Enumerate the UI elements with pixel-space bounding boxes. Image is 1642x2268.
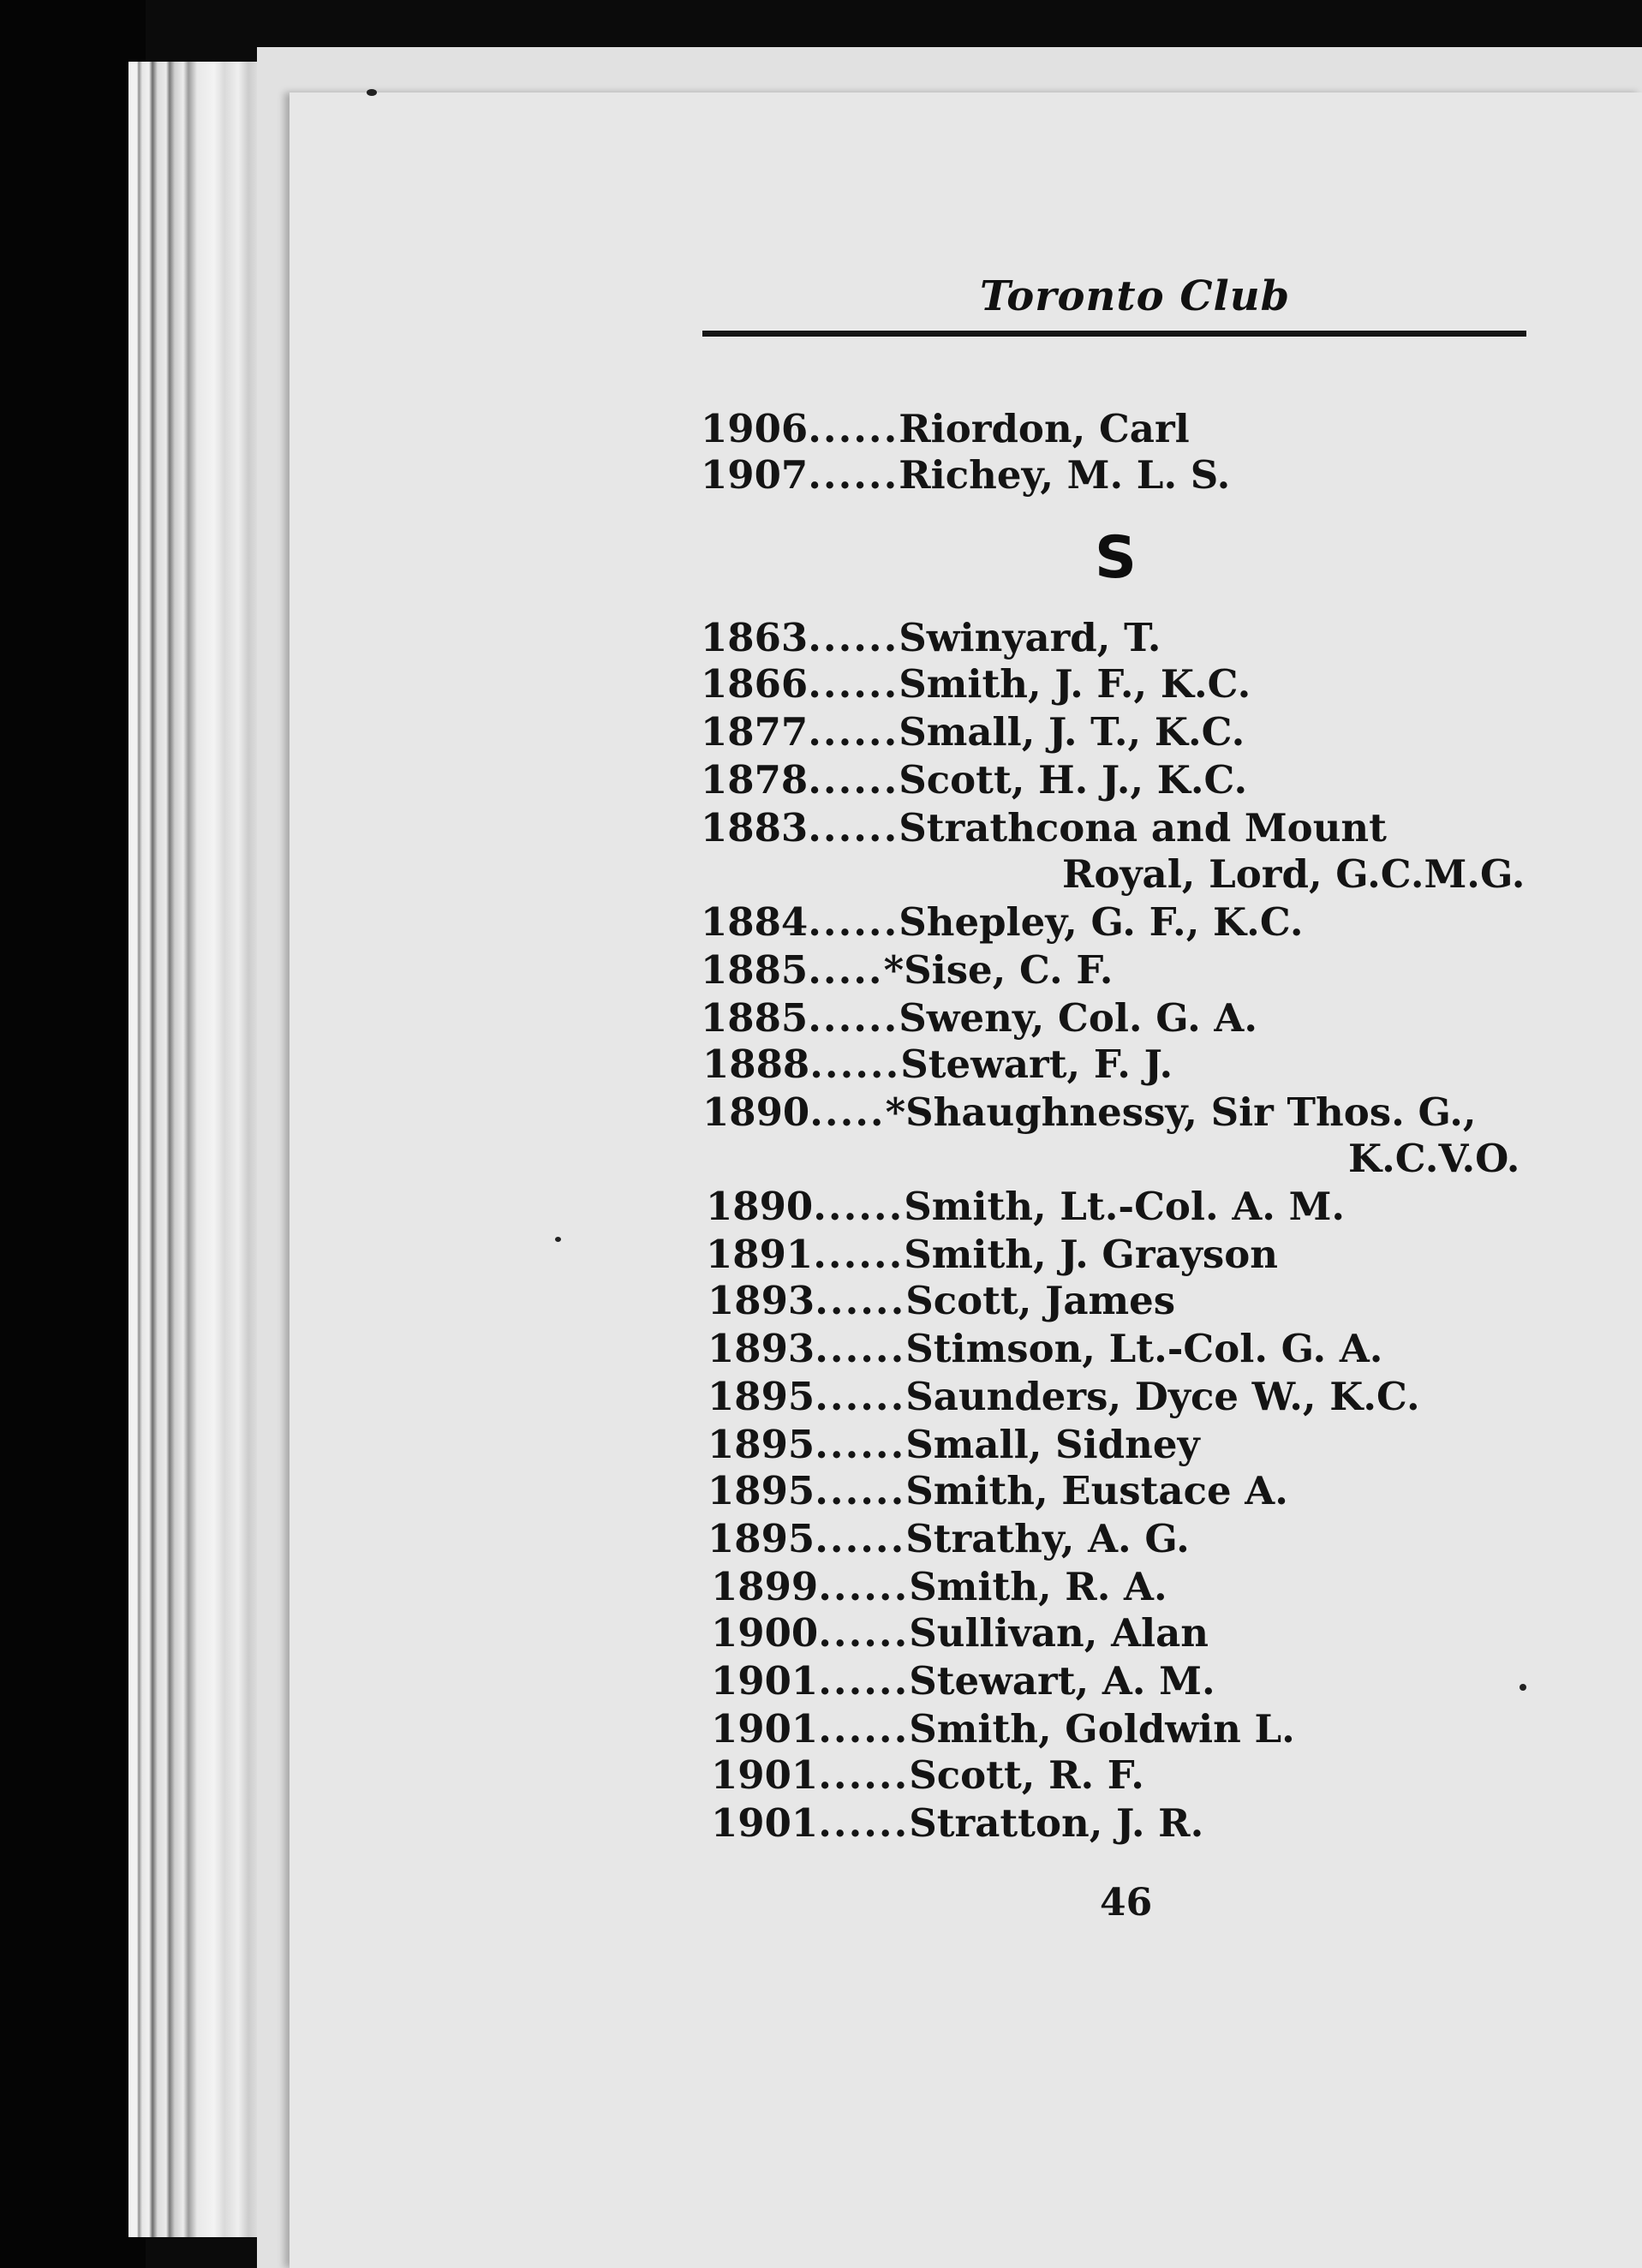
entry-year: 1906 — [701, 406, 809, 451]
entry-leader-dots: ...... — [818, 1706, 910, 1752]
entry-leader-dots: ...... — [808, 805, 899, 850]
entry-name: Riordon, Carl — [899, 406, 1190, 451]
entry-name-continuation: Royal, Lord, G.C.M.G. — [1062, 851, 1526, 897]
member-entry — [701, 757, 1248, 803]
member-entry — [708, 1516, 1190, 1561]
entry-leader-dots: ...... — [818, 1564, 910, 1609]
member-entry — [711, 1564, 1167, 1609]
entry-leader-dots: ...... — [808, 995, 899, 1041]
member-entry — [702, 1089, 1477, 1135]
entry-leader-dots: ...... — [818, 1658, 910, 1704]
member-entry — [708, 1326, 1383, 1371]
entry-year: 1866 — [701, 661, 809, 707]
entry-year: 1901 — [711, 1706, 819, 1752]
entry-name: Small, Sidney — [905, 1422, 1200, 1467]
member-entry — [711, 1752, 1144, 1798]
entry-leader-dots: ...... — [808, 661, 899, 707]
entry-name: Stewart, F. J. — [900, 1041, 1173, 1087]
entry-leader-dots: ...... — [818, 1752, 910, 1798]
print-speck — [1520, 1684, 1526, 1691]
header-rule — [702, 331, 1526, 337]
page-edges — [128, 62, 266, 2237]
entry-year: 1895 — [708, 1468, 815, 1513]
entry-year: 1901 — [711, 1800, 819, 1846]
entry-name-continuation: K.C.V.O. — [1348, 1136, 1520, 1181]
entry-year: 1884 — [701, 899, 809, 945]
entry-name: Swinyard, T. — [899, 615, 1161, 660]
entry-year: 1878 — [701, 757, 809, 803]
entry-name: Smith, J. Grayson — [904, 1232, 1278, 1277]
entry-leader-dots: ...... — [808, 406, 899, 451]
print-speck — [555, 1237, 561, 1242]
member-entry — [706, 1184, 1346, 1229]
entry-name: Smith, Lt.-Col. A. M. — [904, 1184, 1346, 1229]
entry-leader-dots: ...... — [808, 899, 899, 945]
member-entry — [711, 1706, 1295, 1752]
member-entry — [701, 947, 1114, 993]
section-letter: S — [1095, 524, 1137, 592]
entry-name: Small, J. T., K.C. — [899, 709, 1245, 755]
entry-name: Strathy, A. G. — [905, 1516, 1190, 1561]
member-entry — [701, 805, 1387, 850]
entry-year: 1877 — [701, 709, 809, 755]
entry-leader-dots: ...... — [809, 1041, 901, 1087]
entry-leader-dots: ..... — [808, 947, 884, 993]
entry-year: 1907 — [701, 452, 809, 498]
entry-year: 1885 — [701, 995, 809, 1041]
entry-leader-dots: ...... — [815, 1468, 906, 1513]
entry-year: 1901 — [711, 1752, 819, 1798]
entry-name: Smith, Eustace A. — [905, 1468, 1288, 1513]
entry-year: 1891 — [706, 1232, 814, 1277]
member-entry — [701, 661, 1251, 707]
entry-year: 1885 — [701, 947, 809, 993]
member-entry — [701, 406, 1190, 451]
entry-leader-dots: ...... — [815, 1326, 906, 1371]
entry-year: 1893 — [708, 1326, 815, 1371]
entry-name: Stimson, Lt.-Col. G. A. — [905, 1326, 1383, 1371]
member-entry — [708, 1374, 1420, 1419]
entry-leader-dots: ...... — [813, 1184, 905, 1229]
entry-leader-dots: ...... — [808, 709, 899, 755]
entry-year: 1888 — [702, 1041, 810, 1087]
member-entry — [701, 899, 1304, 945]
entry-year: 1900 — [711, 1610, 819, 1656]
entry-name: Richey, M. L. S. — [899, 452, 1231, 498]
page-number: 46 — [1100, 1881, 1153, 1925]
member-entry — [701, 709, 1245, 755]
member-entry — [711, 1800, 1204, 1846]
entry-name: Stewart, A. M. — [909, 1658, 1215, 1704]
entry-year: 1883 — [701, 805, 809, 850]
book-spine-shadow — [0, 0, 146, 2268]
entry-year: 1890 — [702, 1089, 810, 1135]
member-entry — [702, 1041, 1173, 1087]
entry-year: 1895 — [708, 1516, 815, 1561]
entry-name: Scott, James — [905, 1278, 1176, 1323]
member-entry — [708, 1468, 1288, 1513]
entry-leader-dots: ...... — [815, 1422, 906, 1467]
entry-leader-dots: ...... — [813, 1232, 905, 1277]
entry-year: 1901 — [711, 1658, 819, 1704]
member-entry — [701, 615, 1161, 660]
entry-leader-dots: ...... — [815, 1516, 906, 1561]
running-head: Toronto Club — [980, 272, 1291, 320]
entry-name: Scott, R. F. — [909, 1752, 1144, 1798]
member-entry — [701, 452, 1231, 498]
entry-year: 1893 — [708, 1278, 815, 1323]
member-entry — [701, 995, 1258, 1041]
entry-year: 1899 — [711, 1564, 819, 1609]
print-speck — [367, 89, 377, 96]
member-entry — [711, 1658, 1215, 1704]
member-entry — [706, 1232, 1278, 1277]
entry-year: 1890 — [706, 1184, 814, 1229]
entry-name: Shepley, G. F., K.C. — [899, 899, 1304, 945]
entry-year: 1895 — [708, 1422, 815, 1467]
entry-year: 1895 — [708, 1374, 815, 1419]
entry-name: *Shaughnessy, Sir Thos. G., — [885, 1089, 1477, 1135]
entry-name: Stratton, J. R. — [909, 1800, 1204, 1846]
entry-year: 1863 — [701, 615, 809, 660]
entry-name: Sullivan, Alan — [909, 1610, 1209, 1656]
member-entry — [711, 1610, 1209, 1656]
entry-name: Sweny, Col. G. A. — [899, 995, 1258, 1041]
entry-leader-dots: ...... — [808, 452, 899, 498]
entry-leader-dots: ...... — [818, 1610, 910, 1656]
entry-leader-dots: ...... — [815, 1278, 906, 1323]
entry-leader-dots: ...... — [808, 757, 899, 803]
entry-name: Saunders, Dyce W., K.C. — [905, 1374, 1420, 1419]
entry-leader-dots: ...... — [808, 615, 899, 660]
entry-name: *Sise, C. F. — [883, 947, 1114, 993]
member-entry — [708, 1278, 1176, 1323]
entry-name: Strathcona and Mount — [899, 805, 1387, 850]
entry-name: Scott, H. J., K.C. — [899, 757, 1248, 803]
member-entry — [708, 1422, 1200, 1467]
entry-name: Smith, Goldwin L. — [909, 1706, 1295, 1752]
entry-leader-dots: ...... — [818, 1800, 910, 1846]
entry-name: Smith, R. A. — [909, 1564, 1167, 1609]
entry-leader-dots: ..... — [809, 1089, 886, 1135]
entry-leader-dots: ...... — [815, 1374, 906, 1419]
entry-name: Smith, J. F., K.C. — [899, 661, 1251, 707]
